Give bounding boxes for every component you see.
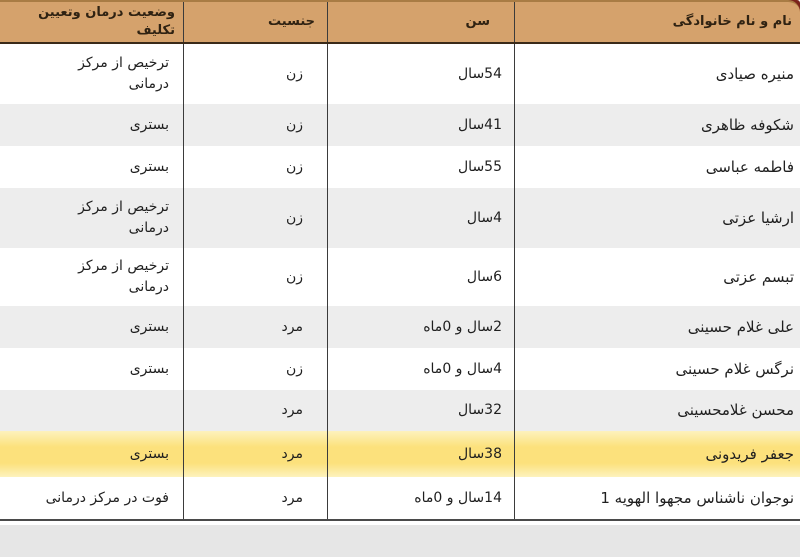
footer-band [0, 525, 800, 557]
status-text: فوت در مرکز درمانی [45, 489, 169, 506]
status-text: بستری [129, 116, 169, 133]
cell-status [0, 188, 183, 248]
cell-name: تبسم عزتی [514, 248, 800, 306]
cell-name: محسن غلامحسینی [514, 390, 800, 431]
cell-age: 4سال [327, 188, 514, 248]
cell-status [0, 348, 183, 390]
cell-gender: زن [183, 104, 327, 146]
column-header-gender-label: جنسیت [268, 14, 315, 30]
table-row [0, 477, 800, 519]
table-row [0, 188, 800, 248]
column-header-age [327, 2, 514, 42]
cell-gender: زن [183, 248, 327, 306]
column-header-name-label: نام و نام خانوادگی [672, 14, 792, 30]
column-header-gender [183, 2, 327, 42]
cell-name: جعفر فریدونی [514, 431, 800, 477]
column-header-name [514, 2, 800, 42]
cell-status [0, 104, 183, 146]
table-row [0, 431, 800, 477]
cell-status [0, 390, 183, 431]
status-text: ترخیص از مرکز درمانی [78, 199, 169, 236]
table-row [0, 348, 800, 390]
cell-age: 55سال [327, 146, 514, 188]
cell-gender: زن [183, 188, 327, 248]
table-row [0, 390, 800, 431]
cell-gender: مرد [183, 306, 327, 348]
cell-age: 54سال [327, 44, 514, 104]
column-header-status [0, 2, 183, 42]
cell-status [0, 477, 183, 519]
cell-age: 4سال و 0ماه [327, 348, 514, 390]
cell-gender: مرد [183, 477, 327, 519]
column-header-status-label: وضعیت درمان وتعیین تکلیف [38, 5, 175, 38]
table-header-row [0, 0, 800, 44]
status-text: بستری [129, 158, 169, 175]
cell-name: منیره صیادی [514, 44, 800, 104]
status-text: ترخیص از مرکز درمانی [78, 258, 169, 295]
table-row [0, 248, 800, 306]
table-row [0, 104, 800, 146]
cell-status [0, 306, 183, 348]
cell-gender: زن [183, 348, 327, 390]
status-text: بستری [129, 318, 169, 335]
table-body [0, 44, 800, 519]
cell-age: 32سال [327, 390, 514, 431]
table-row [0, 146, 800, 188]
cell-age: 2سال و 0ماه [327, 306, 514, 348]
status-text: بستری [129, 360, 169, 377]
cell-status [0, 248, 183, 306]
cell-name: نوجوان ناشناس مجهوا الهویه 1 [514, 477, 800, 519]
cell-name: شکوفه ظاهری [514, 104, 800, 146]
cell-gender: مرد [183, 390, 327, 431]
cell-gender: مرد [183, 431, 327, 477]
cell-name: نرگس غلام حسینی [514, 348, 800, 390]
cell-status [0, 431, 183, 477]
cell-age: 38سال [327, 431, 514, 477]
cell-age: 14سال و 0ماه [327, 477, 514, 519]
status-text: ترخیص از مرکز درمانی [78, 55, 169, 92]
cell-gender: زن [183, 44, 327, 104]
cell-age: 6سال [327, 248, 514, 306]
cell-status [0, 146, 183, 188]
status-text: بستری [129, 445, 169, 462]
cell-gender: زن [183, 146, 327, 188]
table-row [0, 306, 800, 348]
table-row [0, 44, 800, 104]
cell-status [0, 44, 183, 104]
cell-name: ارشیا عزتی [514, 188, 800, 248]
cell-name: فاطمه عباسی [514, 146, 800, 188]
cell-age: 41سال [327, 104, 514, 146]
cell-name: علی غلام حسینی [514, 306, 800, 348]
column-header-age-label: سن [465, 14, 490, 30]
